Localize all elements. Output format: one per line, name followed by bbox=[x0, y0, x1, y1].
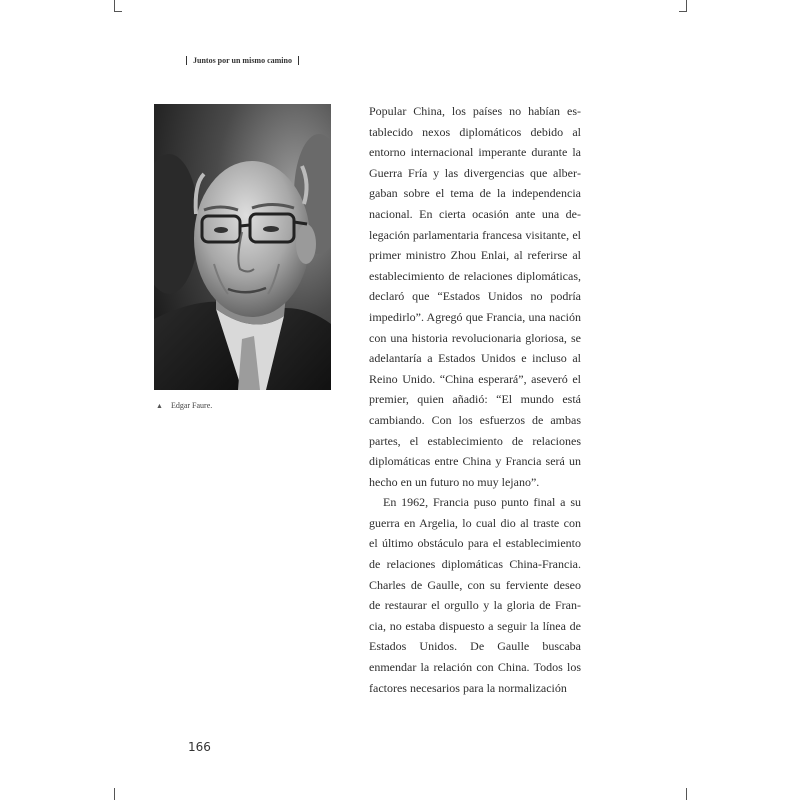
paragraph-2: En 1962, Francia puso punto final a su guerra en Argelia, lo cual dio al traste con el último obstáculo para el establecimiento de relaciones diplomáticas China-Francia. Charles de Gaulle, con su ferviente deseo de restaurar el orgullo y la gloria de Francia, no estaba dispuesto a seguir la línea de Estados Unidos. De Gaulle buscaba enmendar la relación con China. Todos los factores necesarios para la normalización bbox=[369, 495, 581, 695]
crop-mark-top-right-h bbox=[679, 11, 687, 12]
running-head-bar-left bbox=[186, 56, 187, 65]
body-text bbox=[369, 101, 581, 698]
running-head bbox=[186, 56, 299, 65]
portrait-photo bbox=[154, 104, 331, 390]
caption-triangle-icon: ▲ bbox=[156, 401, 163, 410]
page-number: 166 bbox=[188, 740, 211, 754]
paragraph-1: Popular China, los países no habían establecido nexos diplomáticos debido al entorno internacional imperante durante la Guerra Fría y las divergencias que albergaban sobre el tema de la independencia nacional. En cierta ocasión ante una delegación parlamentaria francesa visitante, el primer ministro Zhou Enlai, al referirse al establecimiento de relaciones diplomáticas, declaró que “Estados Unidos no podría impedirlo”. Agregó que Francia, una nación con una historia revolucionaria gloriosa, se adelantaría a Estados Unidos e incluso al Reino Unido. “China esperará”, aseveró el premier, quien añadió: “El mundo está cambiando. Con los esfuerzos de ambas partes, el establecimiento de relaciones diplomáticas entre China y Francia será un hecho en un futuro no muy lejano”. bbox=[369, 104, 581, 489]
caption-text: Edgar Faure. bbox=[170, 401, 213, 410]
photo-caption bbox=[156, 401, 212, 410]
crop-mark-bottom-right bbox=[686, 788, 687, 800]
running-head-title: Juntos por un mismo camino bbox=[193, 56, 292, 65]
crop-mark-bottom-left bbox=[114, 788, 115, 800]
crop-mark-top-left-h bbox=[114, 11, 122, 12]
running-head-bar-right bbox=[298, 56, 299, 65]
